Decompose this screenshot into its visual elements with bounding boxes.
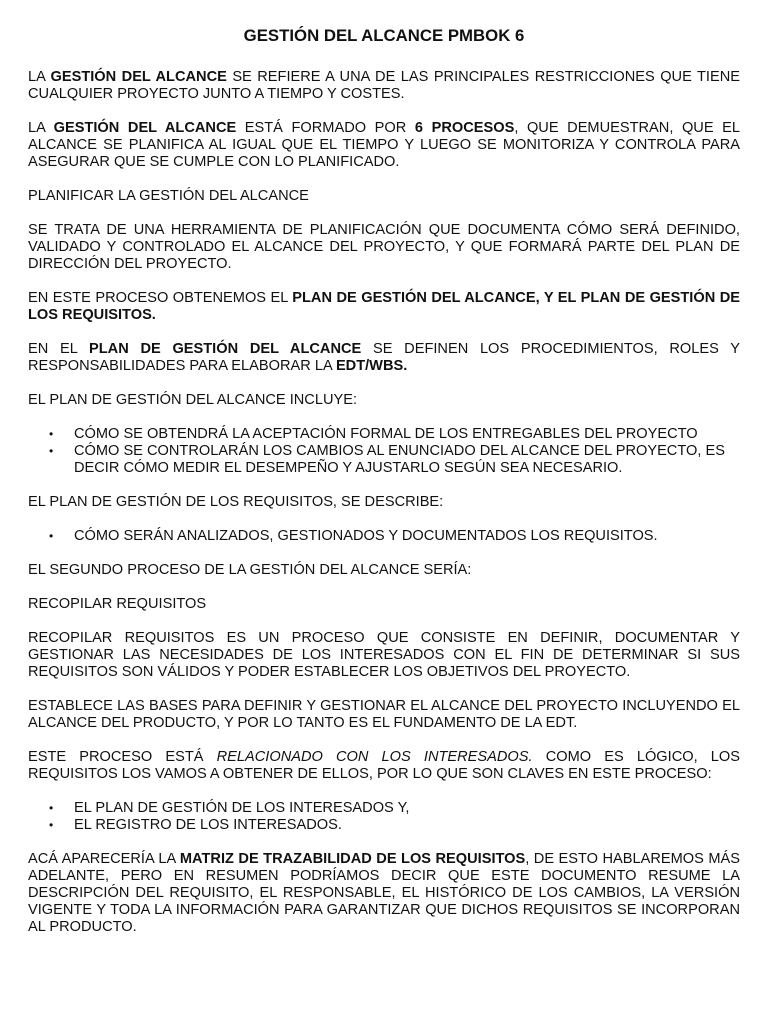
bullet-icon: • (49, 444, 54, 458)
list-item: • CÓMO SE OBTENDRÁ LA ACEPTACIÓN FORMAL DE LOS ENTREGABLES DEL PROYECTO (49, 426, 698, 442)
paragraph-processes: LA GESTIÓN DEL ALCANCE ESTÁ FORMADO POR 6 PROCESOS, QUE DEMUESTRAN, QUE EL ALCANCE SE PLANIFICA AL IGUAL QUE EL TIEMPO Y LUEGO SE MONITORIZA Y CONTROLA PARA ASEGURAR QUE SE CUMPLE CON LO PLANIFICADO. (28, 120, 741, 170)
bold-term: PLAN DE GESTIÓN DEL ALCANCE, Y EL PLAN DE GESTIÓN DE LOS REQUISITOS. (28, 290, 740, 323)
paragraph-segundo-proceso: EL SEGUNDO PROCESO DE LA GESTIÓN DEL ALCANCE SERÍA: (28, 562, 472, 578)
bold-term: PLAN DE GESTIÓN DEL ALCANCE (89, 341, 362, 357)
section-heading-recopilar: RECOPILAR REQUISITOS (28, 596, 207, 612)
list-item: • CÓMO SE CONTROLARÁN LOS CAMBIOS AL ENUNCIADO DEL ALCANCE DEL PROYECTO, ES DECIR CÓMO MEDIR EL DESEMPEÑO Y AJUSTARLO SEGÚN SEA NECESARIO. (49, 443, 725, 476)
paragraph-plan-alcance: EN EL PLAN DE GESTIÓN DEL ALCANCE SE DEFINEN LOS PROCEDIMIENTOS, ROLES Y RESPONSABILIDADES PARA ELABORAR LA EDT/WBS. (28, 341, 740, 374)
bold-term: 6 PROCESOS (414, 120, 515, 136)
list-plan-requisitos (28, 528, 740, 545)
bullet-icon: • (49, 529, 54, 543)
paragraph-establece: ESTABLECE LAS BASES PARA DEFINIR Y GESTIONAR EL ALCANCE DEL PROYECTO INCLUYENDO EL ALCANCE DEL PRODUCTO, Y POR LO TANTO ES EL FUNDAMENTO DE LA EDT. (28, 698, 740, 731)
paragraph-plan-requisitos: EL PLAN DE GESTIÓN DE LOS REQUISITOS, SE DESCRIBE: (28, 494, 444, 510)
list-plan-alcance (28, 426, 740, 477)
list-item: • CÓMO SERÁN ANALIZADOS, GESTIONADOS Y DOCUMENTADOS LOS REQUISITOS. (49, 528, 658, 544)
bullet-icon: • (49, 818, 54, 832)
paragraph-plan-incluye: EL PLAN DE GESTIÓN DEL ALCANCE INCLUYE: (28, 392, 357, 408)
paragraph-interesados: ESTE PROCESO ESTÁ RELACIONADO CON LOS INTERESADOS. COMO ES LÓGICO, LOS REQUISITOS LOS VAMOS A OBTENER DE ELLOS, POR LO QUE SON CLAVES EN ESTE PROCESO: (28, 749, 740, 782)
section-heading-planificar: PLANIFICAR LA GESTIÓN DEL ALCANCE (28, 188, 309, 204)
list-item: • EL PLAN DE GESTIÓN DE LOS INTERESADOS Y, (49, 800, 410, 816)
bold-term: GESTIÓN DEL ALCANCE (50, 69, 227, 85)
bold-term: GESTIÓN DEL ALCANCE (53, 120, 237, 136)
paragraph-intro: LA GESTIÓN DEL ALCANCE SE REFIERE A UNA DE LAS PRINCIPALES RESTRICCIONES QUE TIENE CUALQUIER PROYECTO JUNTO A TIEMPO Y COSTES. (28, 69, 740, 102)
italic-term: RELACIONADO CON LOS INTERESADOS. (216, 749, 533, 765)
bold-term: EDT/WBS. (335, 358, 408, 374)
list-interesados (28, 800, 740, 834)
bullet-icon: • (49, 427, 54, 441)
document-title: GESTIÓN DEL ALCANCE PMBOK 6 (243, 26, 525, 45)
paragraph-recopilar-desc: RECOPILAR REQUISITOS ES UN PROCESO QUE CONSISTE EN DEFINIR, DOCUMENTAR Y GESTIONAR LAS NECESIDADES DE LOS INTERESADOS CON EL FIN DE DETERMINAR SI SUS REQUISITOS SON VÁLIDOS Y PODER ESTABLECER LOS OBJETIVOS DEL PROYECTO. (28, 630, 740, 680)
paragraph-outputs: EN ESTE PROCESO OBTENEMOS EL PLAN DE GESTIÓN DEL ALCANCE, Y EL PLAN DE GESTIÓN DE LOS REQUISITOS. (28, 290, 740, 323)
list-item: • EL REGISTRO DE LOS INTERESADOS. (49, 817, 342, 833)
bold-term: MATRIZ DE TRAZABILIDAD DE LOS REQUISITOS (179, 851, 526, 867)
bullet-icon: • (49, 801, 54, 815)
paragraph-planificar-desc: SE TRATA DE UNA HERRAMIENTA DE PLANIFICACIÓN QUE DOCUMENTA CÓMO SERÁ DEFINIDO, VALIDADO Y CONTROLADO EL ALCANCE DEL PROYECTO, Y QUE FORMARÁ PARTE DEL PLAN DE DIRECCIÓN DEL PROYECTO. (28, 222, 740, 272)
paragraph-matriz: ACÁ APARECERÍA LA MATRIZ DE TRAZABILIDAD DE LOS REQUISITOS, DE ESTO HABLAREMOS MÁS ADELANTE, PERO EN RESUMEN PODRÍAMOS DECIR QUE ESTE DOCUMENTO RESUME LA DESCRIPCIÓN DEL REQUISITO, EL RESPONSABLE, EL HISTÓRICO DE LOS CAMBIOS, LA VERSIÓN VIGENTE Y TODA LA INFORMACIÓN PARA GARANTIZAR QUE DICHOS REQUISITOS SE INCORPORAN AL PRODUCTO. (28, 851, 740, 935)
